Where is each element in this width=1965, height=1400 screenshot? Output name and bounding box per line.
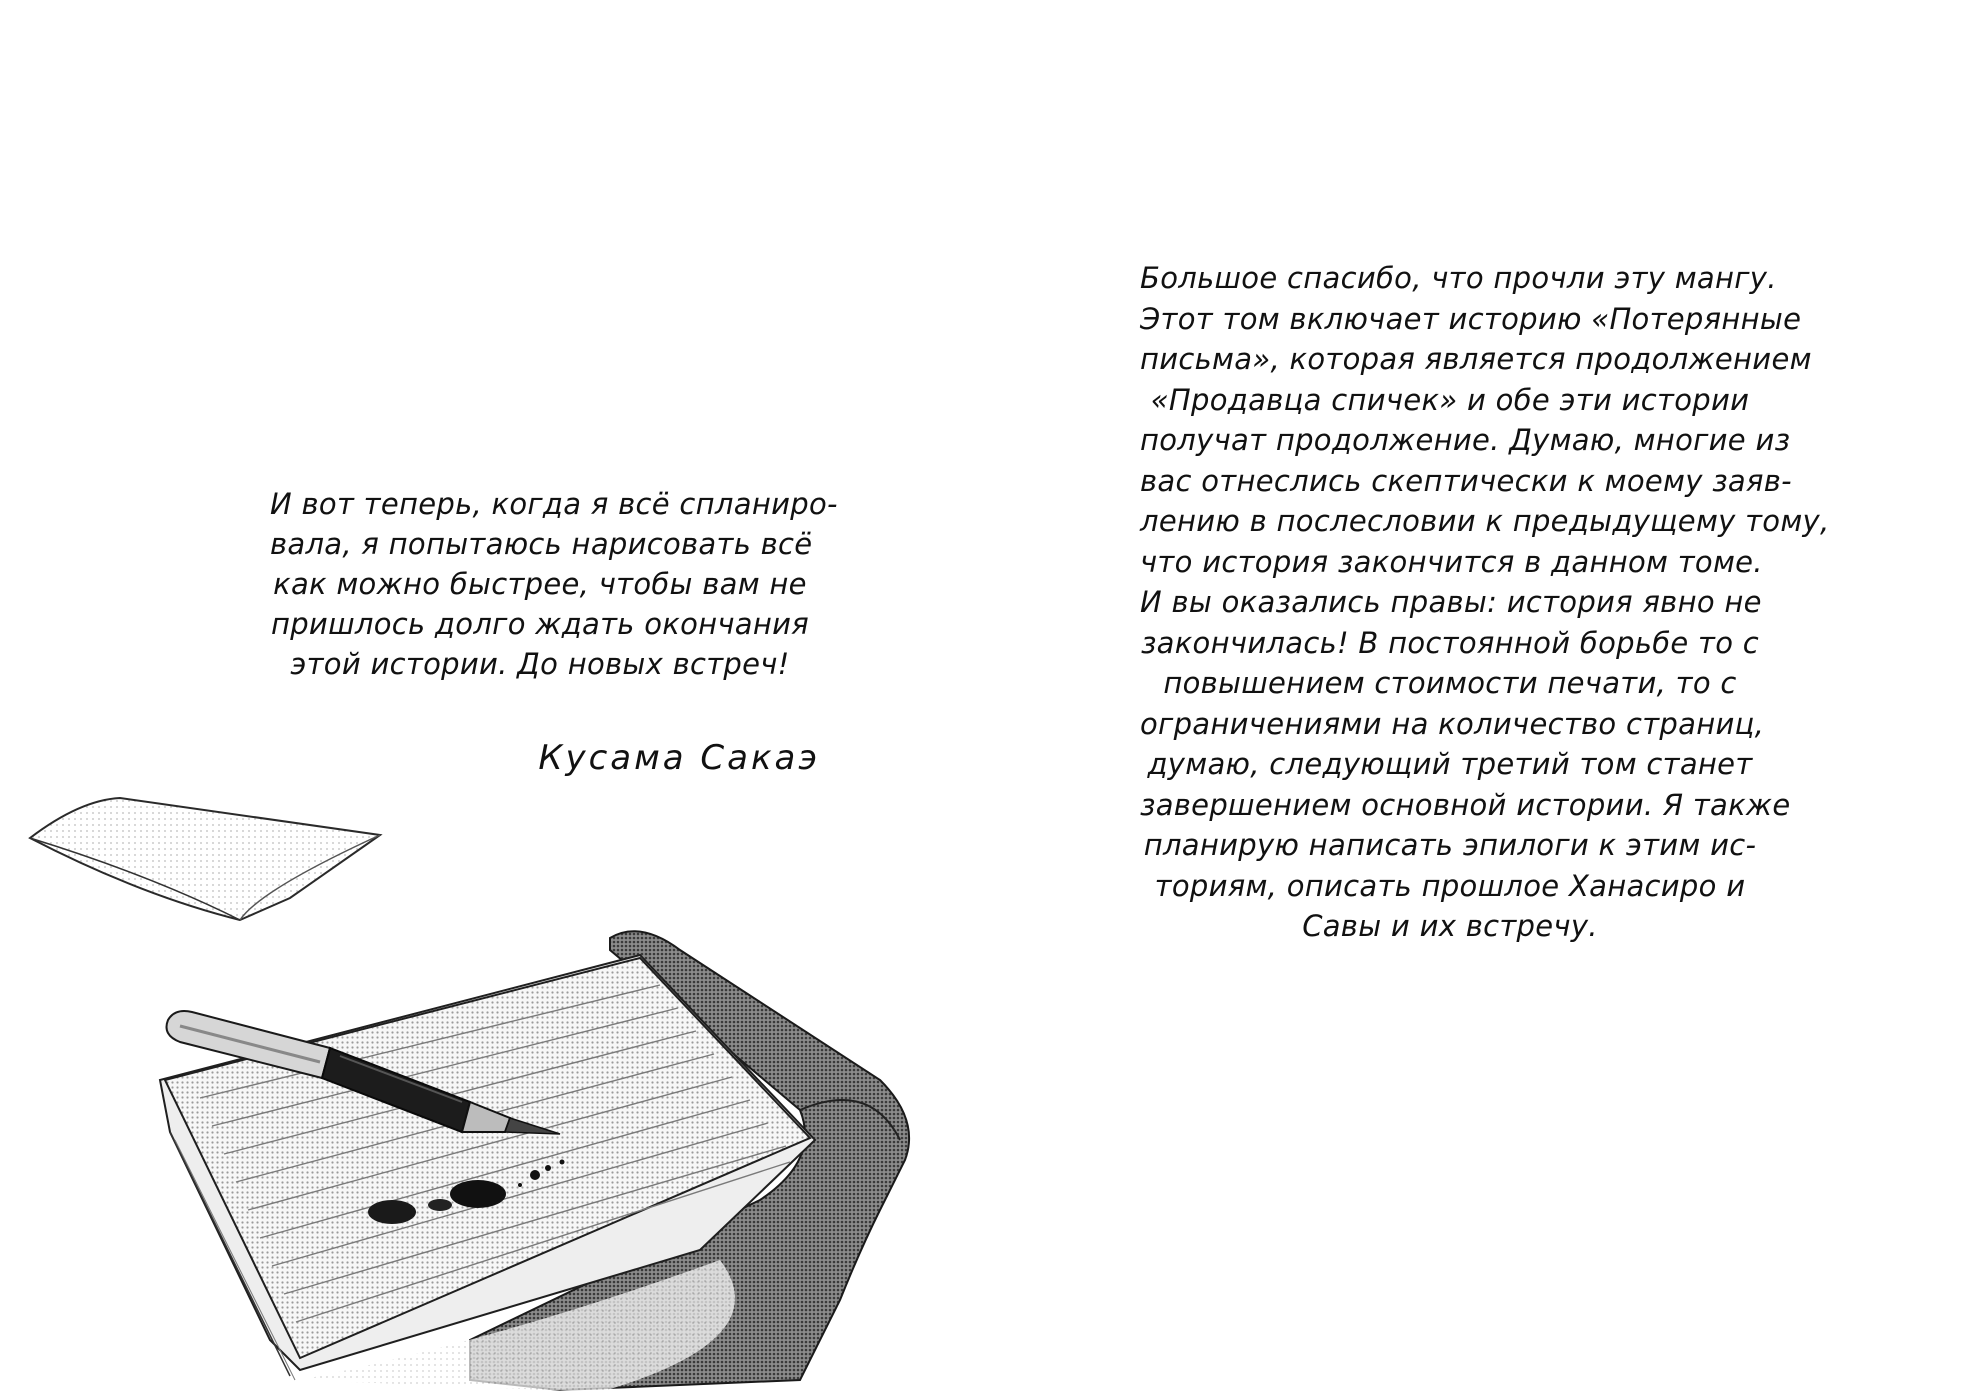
- note-line: письма», которая является продолжением: [1140, 342, 1812, 376]
- note-line: И вот теперь, когда я всё спланиро-: [270, 487, 838, 521]
- note-line: вала, я попытаюсь нарисовать всё: [270, 527, 813, 561]
- author-note-left: [270, 484, 838, 684]
- notepad-pen-illustration: [0, 780, 960, 1400]
- note-line: завершением основной истории. Я также: [1140, 787, 1791, 822]
- note-line: повышением стоимости печати, то с: [1163, 666, 1737, 700]
- note-line: Большое спасибо, что прочли эту мангу.: [1140, 261, 1777, 295]
- note-line: «Продавца спичек» и обе эти истории: [1150, 382, 1750, 417]
- note-line: как можно быстрее, чтобы вам не: [273, 567, 807, 601]
- author-signature: Кусама Сакаэ: [538, 738, 820, 778]
- note-line: что история закончится в данном томе.: [1140, 544, 1763, 579]
- loose-paper-sheet: [30, 798, 380, 920]
- note-line: лению в послесловии к предыдущему тому,: [1140, 504, 1830, 538]
- note-line: думаю, следующий третий том станет: [1147, 747, 1753, 781]
- note-line: ограничениями на количество страниц,: [1140, 706, 1765, 741]
- note-line: получат продолжение. Думаю, многие из: [1140, 423, 1791, 457]
- note-line: вас отнеслись скептически к моему заяв-: [1140, 463, 1792, 498]
- note-line: И вы оказались правы: история явно не: [1140, 585, 1762, 619]
- note-line: ториям, описать прошлое Ханасиро и: [1154, 868, 1746, 903]
- author-note-right: [1140, 258, 1830, 947]
- note-line: этой истории. До новых встреч!: [290, 647, 790, 681]
- note-line: планирую написать эпилоги к этим ис-: [1143, 828, 1757, 862]
- note-line: закончилась! В постоянной борьбе то с: [1140, 625, 1760, 660]
- note-line: Этот том включает историю «Потерянные: [1140, 301, 1802, 336]
- note-line: пришлось долго ждать окончания: [270, 607, 810, 641]
- note-line: Савы и их встречу.: [1302, 909, 1598, 943]
